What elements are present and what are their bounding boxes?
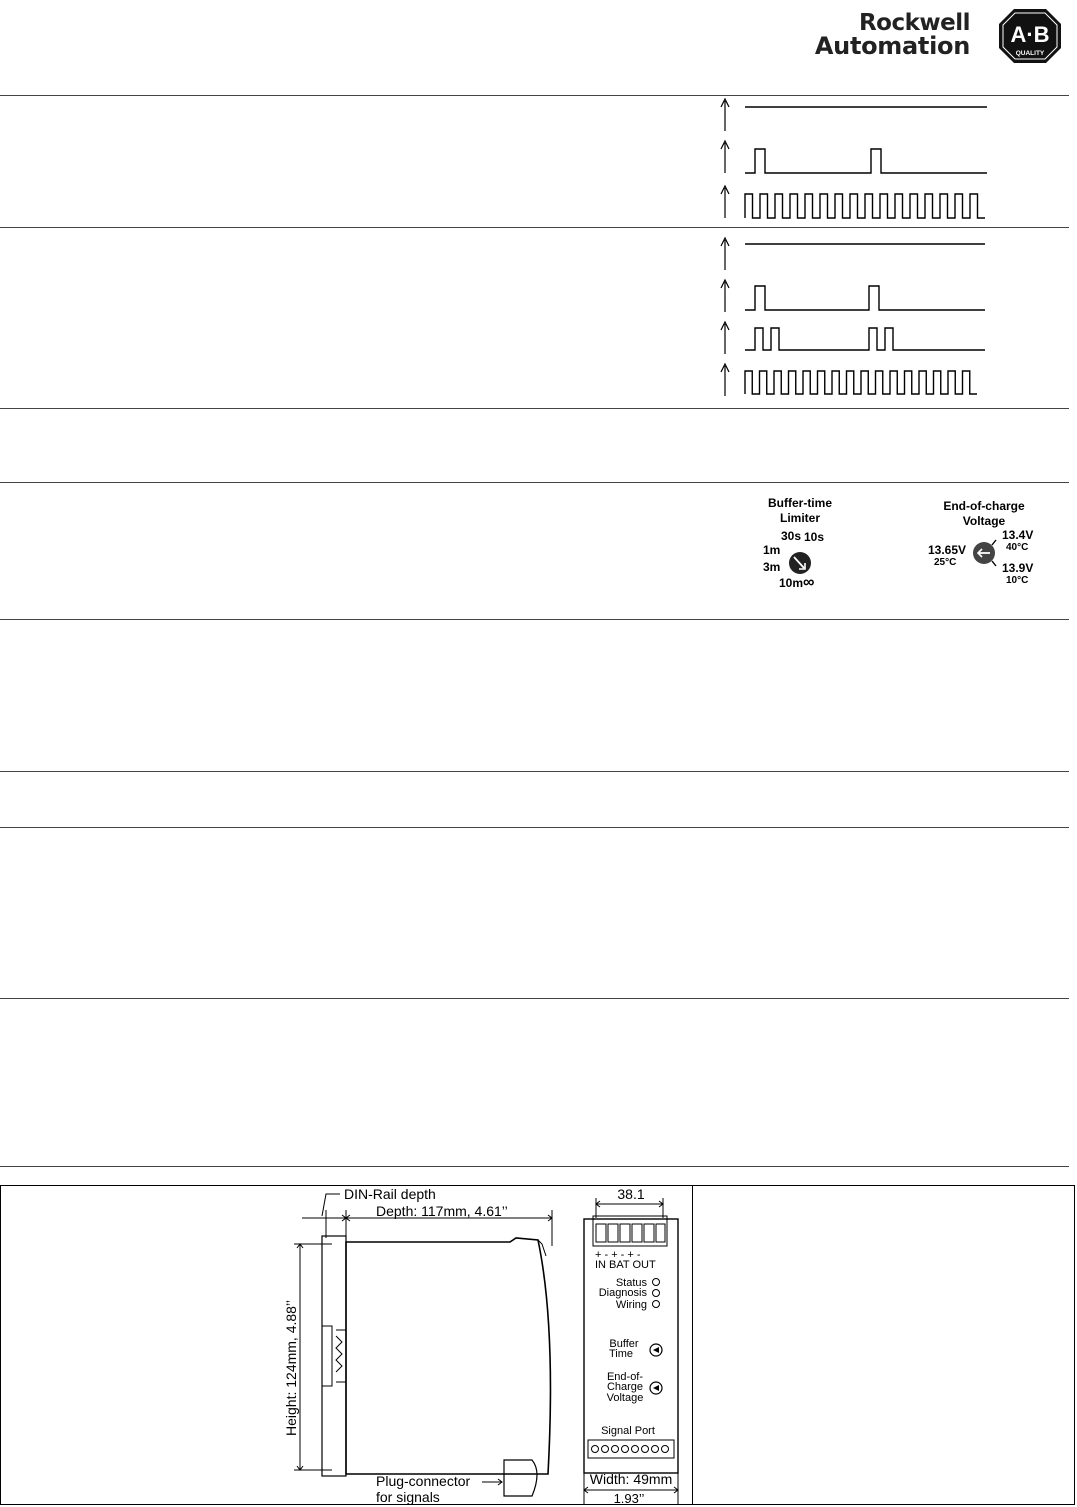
side-view-drawing [280, 1186, 570, 1506]
terminal-polarity: + - + - + - [595, 1249, 641, 1261]
buffer-knob-title-2: Limiter [779, 511, 821, 525]
buffer-time-label-2: Time [608, 1348, 634, 1360]
buffer-pos-10s: 10s [804, 530, 825, 544]
eoc-voltage-left: 13.65V [928, 543, 967, 557]
timing-diagram-1 [715, 97, 995, 223]
badge-text: A·B [1010, 22, 1050, 47]
buffer-pos-10m: 10m [779, 576, 804, 590]
led-status-label: Status [615, 1277, 647, 1289]
signal-line-double-pulse [745, 328, 985, 350]
signal-line-pulse [745, 149, 987, 173]
section-divider [0, 619, 1069, 620]
eoc-label-2: Charge [606, 1381, 644, 1393]
eoc-temp-bottom: 10°C [1006, 575, 1029, 586]
buffer-time-label-1: Buffer [609, 1338, 639, 1350]
end-of-charge-voltage-knob [920, 495, 1040, 591]
section-divider [0, 227, 1069, 228]
section-divider [0, 482, 1069, 483]
terminal-names: IN BAT OUT [595, 1259, 656, 1271]
depth-label: Depth: 117mm, 4.61’’ [376, 1203, 508, 1219]
eoc-knob-title-2: Voltage [962, 514, 1006, 528]
buffer-knob-title-1: Buffer-time [767, 496, 833, 510]
top-width-label: 38.1 [617, 1186, 645, 1202]
diagnosis-led-icon [653, 1290, 660, 1297]
eoc-knob-title-1: End-of-charge [943, 499, 1025, 513]
eoc-temp-top: 40°C [1006, 542, 1029, 553]
company-name-line2: Automation [814, 32, 970, 60]
led-diagnosis-label: Diagnosis [598, 1287, 647, 1299]
eoc-voltage-top: 13.4V [1002, 528, 1034, 542]
eoc-voltage-bottom: 13.9V [1002, 561, 1034, 575]
height-label: Height: 124mm, 4.88’’ [283, 1300, 299, 1436]
wiring-led-icon [653, 1301, 660, 1308]
eoc-label-3: Voltage [606, 1392, 644, 1404]
company-name-line1: Rockwell [858, 10, 970, 36]
led-wiring-label: Wiring [615, 1299, 647, 1311]
buffer-pos-30s: 30s [781, 529, 802, 543]
section-divider [0, 408, 1069, 409]
buffer-time-limiter-knob [748, 492, 858, 592]
frame-divider [692, 1185, 693, 1505]
section-divider [0, 1166, 1069, 1167]
status-led-icon [653, 1279, 660, 1286]
din-rail-depth-label: DIN-Rail depth [344, 1186, 436, 1202]
section-divider [0, 998, 1069, 999]
plug-connector-label-1: Plug-connector [376, 1473, 471, 1489]
signal-line-square [745, 194, 985, 218]
buffer-pos-infinity: ∞ [803, 574, 815, 591]
plug-connector-label-2: for signals [376, 1489, 440, 1505]
eoc-temp-left: 25°C [934, 557, 957, 568]
front-view-drawing [575, 1186, 690, 1506]
eoc-label-1: End-of- [606, 1371, 644, 1383]
width-in-label: 1.93’’ [613, 1491, 645, 1506]
ab-quality-badge-icon [998, 8, 1062, 64]
buffer-pos-1m: 1m [763, 543, 781, 557]
signal-port-label: Signal Port [601, 1425, 655, 1437]
company-logo-text [790, 12, 970, 58]
signal-line-square [745, 371, 977, 394]
section-divider [0, 95, 1069, 96]
width-mm-label: Width: 49mm [589, 1471, 673, 1487]
section-divider [0, 827, 1069, 828]
buffer-pos-3m: 3m [763, 560, 781, 574]
signal-line-pulse [745, 286, 985, 310]
timing-diagram-2 [715, 232, 995, 402]
badge-sub-text: QUALITY [1015, 50, 1045, 57]
section-divider [0, 771, 1069, 772]
